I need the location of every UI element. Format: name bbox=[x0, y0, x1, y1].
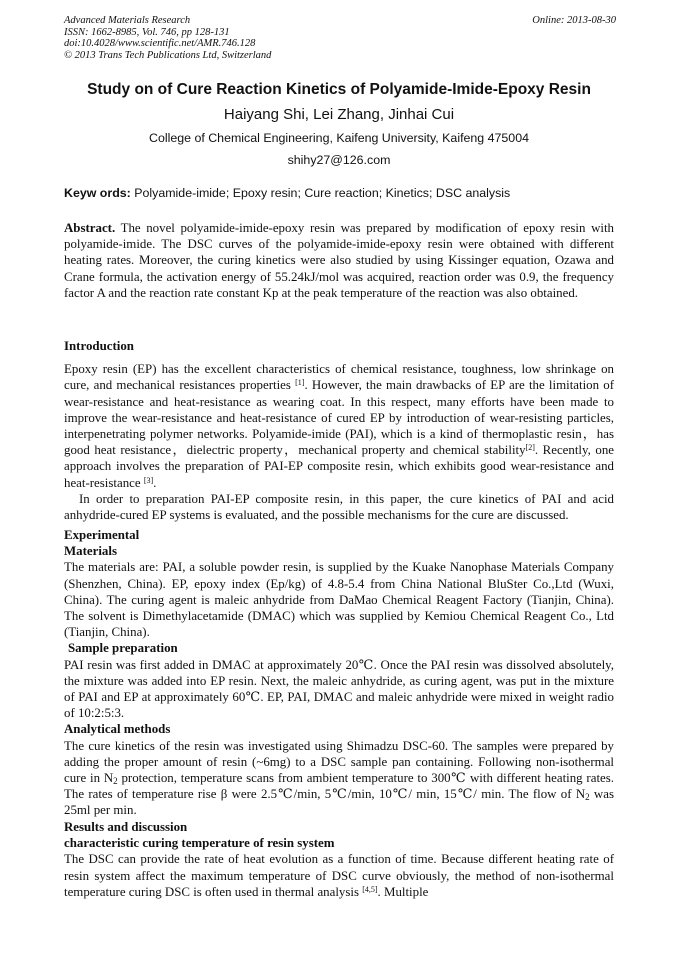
issn-line: ISSN: 1662-8985, Vol. 746, pp 128-131 bbox=[64, 26, 230, 38]
journal-header bbox=[64, 15, 616, 61]
paper-authors: Haiyang Shi, Lei Zhang, Jinhai Cui bbox=[223, 106, 455, 123]
n2-subscript-2: 2 bbox=[585, 792, 590, 803]
online-date: Online: 2013-08-30 bbox=[532, 15, 616, 26]
introduction-paragraph-2: In order to preparation PAI-EP composite resin, in this paper, the cure kinetics of PAI and acid anhydride-cured EP systems is evaluated, and the possible mechanisms for the cure are discussed. bbox=[64, 491, 614, 523]
results-text-b: . Multiple bbox=[377, 884, 429, 899]
experimental-section bbox=[64, 527, 614, 819]
sample-preparation-heading: Sample preparation bbox=[68, 641, 178, 656]
materials-heading: Materials bbox=[64, 544, 117, 559]
intro-text-a: Epoxy resin (EP) has the excellent characteristics of chemical resistance, toughness, low shrinkage on cure, and mechanical resistances properties bbox=[64, 362, 614, 393]
results-subheading: characteristic curing temperature of resin system bbox=[64, 836, 335, 851]
author-email: shihy27@126.com bbox=[287, 153, 391, 167]
doi-line: doi:10.4028/www.scientific.net/AMR.746.128 bbox=[64, 38, 256, 50]
analytical-text-a: The cure kinetics of the resin was investigated using Shimadzu DSC-60. The samples were prepared by adding the proper amount of resin (~6mg) to a DSC sample pan containing. Following non-isothermal cure in N bbox=[64, 738, 614, 786]
keywords bbox=[64, 186, 616, 200]
analytical-methods-heading: Analytical methods bbox=[64, 722, 171, 737]
paper-title: Study on of Cure Reaction Kinetics of Polyamide-Imide-Epoxy Resin bbox=[87, 81, 591, 98]
affiliation: College of Chemical Engineering, Kaifeng University, Kaifeng 475004 bbox=[149, 131, 529, 145]
introduction-paragraph-1 bbox=[64, 361, 614, 491]
analytical-text-c: was 25ml per min. bbox=[64, 787, 614, 818]
abstract-label: Abstract. bbox=[64, 221, 116, 235]
abstract-text: The novel polyamide-imide-epoxy resin was prepared by modification of epoxy resin with polyamide-imide. The DSC curves of the polyamide-imide-epoxy resin were obtained with different heating rates. Moreover, the curing kinetics were also studied by using Kissinger equation, Ozawa and Crane formula, the activation energy of 55.24kJ/mol was acquired, reaction order was 0.9, the frequency factor A and the reaction rate constant Kp at the peak temperature of the reaction was also obtained. bbox=[64, 221, 614, 300]
intro-text-d: . bbox=[153, 475, 157, 490]
abstract bbox=[64, 220, 614, 301]
introduction-heading: Introduction bbox=[64, 339, 134, 353]
keywords-text: Polyamide-imide; Epoxy resin; Cure reaction; Kinetics; DSC analysis bbox=[130, 186, 511, 200]
ref-2: [2] bbox=[525, 443, 535, 453]
results-text-a: The DSC can provide the rate of heat evolution as a function of time. Because different heating rate of resin system affect the maximum temperature of DSC curve obviously, the method of non-isothermal temperature curing DSC is often used in thermal analysis bbox=[64, 852, 614, 899]
experimental-heading: Experimental bbox=[64, 528, 140, 542]
analytical-text-b: protection, temperature scans from ambient temperature to 300℃ with different heating rates. The rates of temperature rise β were 2.5℃/min, 5℃/min, 10℃/ min, 15℃/ min. The flow of N bbox=[64, 771, 614, 802]
results-paragraph bbox=[64, 851, 614, 900]
introduction-section bbox=[64, 338, 614, 523]
results-section bbox=[64, 819, 614, 900]
ref-3: [3] bbox=[143, 475, 154, 485]
materials-paragraph: The materials are: PAI, a soluble powder resin, is supplied by the Kuake Nanophase Materials Company (Shenzhen, China). EP, epoxy index (Ep/kg) of 4.8-5.4 from China National BluSter Co.,Ltd (Wuxi, China). The curing agent is maleic anhydride from DaMao Chemical Reagent Factory (Tianjin, China). The solvent is Dimethylacetamide (DMAC) which was supplied by Kemiou Chemical Reagent Co., Ltd (Tianjin, China). bbox=[64, 560, 614, 640]
analytical-methods-paragraph bbox=[64, 738, 614, 819]
copyright-line: © 2013 Trans Tech Publications Ltd, Switzerland bbox=[64, 49, 272, 61]
keywords-label: Keyw ords: bbox=[64, 186, 131, 200]
ref-4-5: [4,5] bbox=[362, 884, 378, 894]
journal-name: Advanced Materials Research bbox=[64, 15, 191, 26]
results-heading: Results and discussion bbox=[64, 820, 188, 834]
n2-subscript-1: 2 bbox=[113, 776, 118, 787]
intro-text-c: . Recently, one approach involves the preparation of PAI-EP composite resin, which exhibits good wear-resistance and heat-resistance bbox=[64, 443, 614, 490]
sample-preparation-paragraph: PAI resin was first added in DMAC at approximately 20℃. Once the PAI resin was dissolved absolutely, the mixture was added into EP resin. Next, the maleic anhydride, as curing agent, was put in the mixture of PAI and EP at approximately 60℃. EP, PAI, DMAC and maleic anhydride were mixed in weight radio of 10:2:5:3. bbox=[64, 657, 614, 721]
intro-text-b: . However, the main drawbacks of EP are the limitation of wear-resistance and heat-resistance as wearing coat. In this respect, many efforts have been made to improve the wear-resistance and heat-resistance of cured EP by introduction of wear-resisting particles, interpenetrating polymer networks. Polyamide-imide (PAI), which is a kind of thermoplastic resin，has good heat resistance，dielectric property，mechanical property and chemical stability bbox=[64, 378, 614, 458]
ref-1: [1] bbox=[295, 378, 305, 388]
